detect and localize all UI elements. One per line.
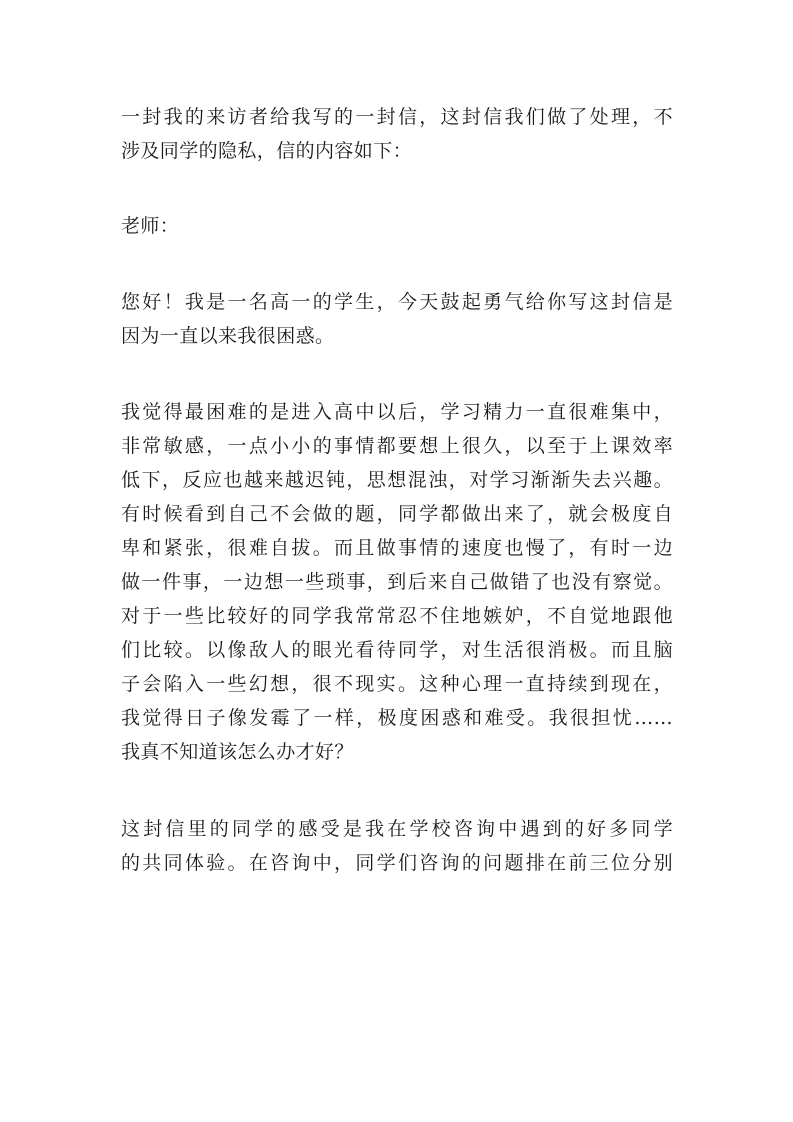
text-line: 们比较。以像敌人的眼光看待同学，对生活很消极。而且脑 <box>121 639 673 661</box>
letter-body-paragraph <box>121 395 673 769</box>
text-line: 有时候看到自己不会做的题，同学都做出来了，就会极度自 <box>121 503 673 525</box>
text-line: 我觉得日子像发霉了一样，极度困惑和难受。我很担忧…… <box>121 707 673 729</box>
text-line: 对于一些比较好的同学我常常忍不住地嫉妒，不自觉地跟他 <box>121 605 673 627</box>
text-line: 低下，反应也越来越迟钝，思想混浊，对学习渐渐失去兴趣。 <box>121 469 673 491</box>
text-line: 的共同体验。在咨询中，同学们咨询的问题排在前三位分别 <box>121 852 673 874</box>
text-line: 卑和紧张，很难自拔。而且做事情的速度也慢了，有时一边 <box>121 537 673 559</box>
text-line: 做一件事，一边想一些琐事，到后来自己做错了也没有察觉。 <box>121 571 673 593</box>
text-line: 这封信里的同学的感受是我在学校咨询中遇到的好多同学 <box>121 818 673 840</box>
intro-paragraph <box>121 100 673 168</box>
text-line: 非常敏感，一点小小的事情都要想上很久，以至于上课效率 <box>121 435 673 457</box>
text-line: 一封我的来访者给我写的一封信，这封信我们做了处理，不 <box>121 106 673 128</box>
text-line: 子会陷入一些幻想，很不现实。这种心理一直持续到现在， <box>121 673 673 695</box>
text-line: 我真不知道该怎么办才好？ <box>121 741 354 763</box>
letter-greeting-paragraph <box>121 285 673 353</box>
text-line: 因为一直以来我很困惑。 <box>121 325 335 347</box>
letter-salutation <box>121 209 673 243</box>
commentary-paragraph <box>121 812 673 880</box>
text-line: 我觉得最困难的是进入高中以后，学习精力一直很难集中， <box>121 401 673 423</box>
text-line: 您好！我是一名高一的学生，今天鼓起勇气给你写这封信是 <box>121 291 673 313</box>
text-line: 涉及同学的隐私，信的内容如下： <box>121 140 413 162</box>
text-line: 老师： <box>121 215 180 237</box>
document-body <box>121 100 673 880</box>
